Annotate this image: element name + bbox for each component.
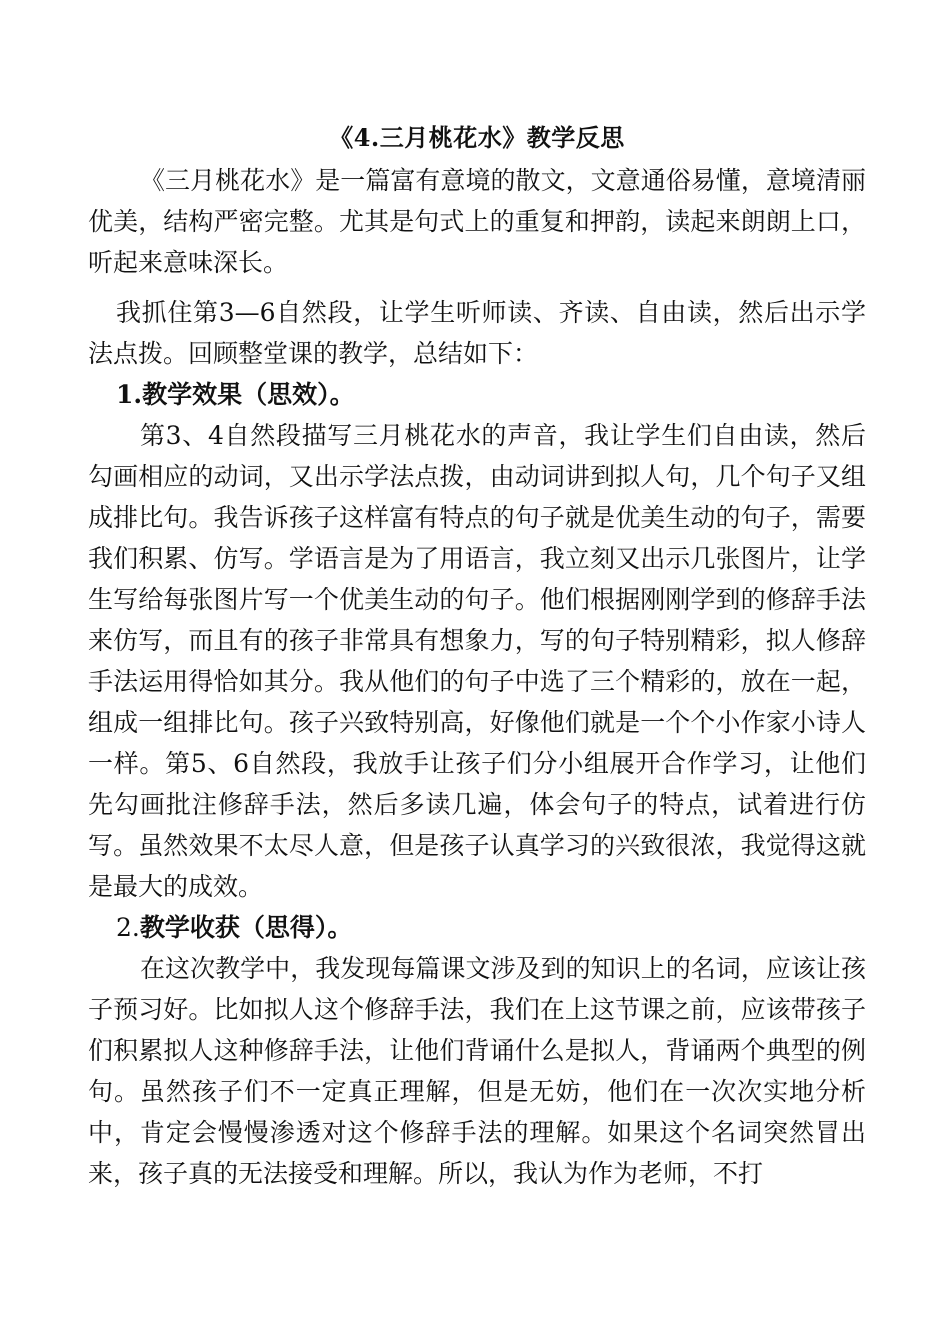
section-heading-effect <box>88 374 866 415</box>
section-heading-text: 教学效果（思效）。 <box>142 380 355 409</box>
effect-paragraph: 第3、4自然段描写三月桃花水的声音，我让学生们自由读，然后勾画相应的动词，又出示学法点拨，由动词讲到拟人句，几个句子又组成排比句。我告诉孩子这样富有特点的句子就是优美生动的句子，需要我们积累、仿写。学语言是为了用语言，我立刻又出示几张图片，让学生写给每张图片写一个优美生动的句子。他们根据刚刚学到的修辞手法来仿写，而且有的孩子非常具有想象力，写的句子特别精彩，拟人修辞手法运用得恰如其分。我从他们的句子中选了三个精彩的，放在一起，组成一组排比句。孩子兴致特别高，好像他们就是一个个小作家小诗人一样。第5、6自然段，我放手让孩子们分小组展开合作学习，让他们先勾画批注修辞手法，然后多读几遍，体会句子的特点，试着进行仿写。虽然效果不太尽人意，但是孩子认真学习的兴致很浓，我觉得这就是最大的成效。 <box>88 421 866 901</box>
document-page <box>88 118 866 1194</box>
intro-paragraph: 《三月桃花水》是一篇富有意境的散文，文意通俗易懂，意境清丽优美，结构严密完整。尤其是句式上的重复和押韵，读起来朗朗上口，听起来意味深长。 <box>88 166 866 277</box>
section-number: 2. <box>116 913 140 942</box>
method-paragraph: 我抓住第3—6自然段，让学生听师读、齐读、自由读，然后出示学法点拨。回顾整堂课的教学，总结如下： <box>88 298 866 368</box>
document-title: 《4.三月桃花水》教学反思 <box>329 123 625 152</box>
gain-paragraph: 在这次教学中，我发现每篇课文涉及到的知识上的名词，应该让孩子预习好。比如拟人这个修辞手法，我们在上这节课之前，应该带孩子们积累拟人这种修辞手法，让他们背诵什么是拟人，背诵两个典型的例句。虽然孩子们不一定真正理解，但是无妨，他们在一次次实地分析中，肯定会慢慢渗透对这个修辞手法的理解。如果这个名词突然冒出来，孩子真的无法接受和理解。所以，我认为作为老师，不打 <box>88 954 866 1188</box>
section-heading-text: 教学收获（思得）。 <box>139 913 353 942</box>
section-number: 1. <box>116 380 143 409</box>
section-heading-gain <box>88 907 866 948</box>
